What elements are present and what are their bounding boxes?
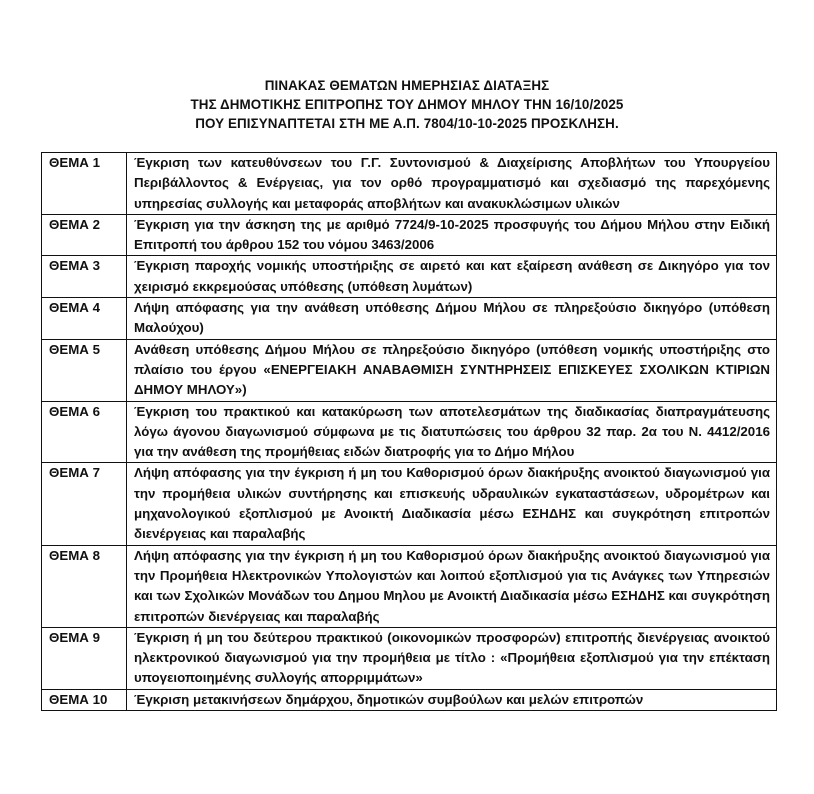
header-title-line-1: ΠΙΝΑΚΑΣ ΘΕΜΑΤΩΝ ΗΜΕΡΗΣΙΑΣ ΔΙΑΤΑΞΗΣ	[264, 78, 550, 93]
topic-label: ΘΕΜΑ 6	[42, 401, 127, 463]
table-row	[42, 298, 777, 340]
topic-text: Έγκριση του πρακτικού και κατακύρωση των αποτελεσμάτων της διαδικασίας διαπραγμάτευσης λόγω άγονου διαγωνισμού σύμφωνα με τις διατυπώσεις του άρθρου 32 παρ. 2α του Ν. 4412/2016 για την ανάθεση της προμήθειας ειδών διατροφής για το Δήμο Μήλου	[127, 401, 777, 463]
table-row	[42, 256, 777, 298]
topic-text: Έγκριση ή μη του δεύτερου πρακτικού (οικονομικών προσφορών) επιτροπής διενέργειας ανοικτού ηλεκτρονικού διαγωνισμού για την προμήθεια με τίτλο : «Προμήθεια εξοπλισμού για την επέκταση υπογειοποιημένης συλλογής απορριμμάτων»	[127, 627, 777, 689]
agenda-topics-table	[41, 152, 777, 711]
topic-label: ΘΕΜΑ 3	[42, 256, 127, 298]
table-row	[42, 401, 777, 463]
topic-label: ΘΕΜΑ 2	[42, 214, 127, 256]
table-row	[42, 214, 777, 256]
topic-label: ΘΕΜΑ 1	[42, 153, 127, 215]
topic-label: ΘΕΜΑ 5	[42, 339, 127, 401]
topic-label: ΘΕΜΑ 8	[42, 545, 127, 627]
topic-label: ΘΕΜΑ 10	[42, 689, 127, 710]
topic-text: Έγκριση παροχής νομικής υποστήριξης σε αιρετό και κατ εξαίρεση ανάθεση σε Δικηγόρο για τον χειρισμό εκκρεμούσας υπόθεσης (υπόθεση λυμάτων)	[127, 256, 777, 298]
topic-text: Λήψη απόφασης για την έγκριση ή μη του Καθορισμού όρων διακήρυξης ανοικτού διαγωνισμού για την προμήθεια υλικών συντήρησης και επισκευής υδραυλικών εγκαταστάσεων, υδρομέτρων και μηχανολογικού εξοπλισμού με Ανοικτή Διαδικασία μέσω ΕΣΗΔΗΣ και συγκρότηση επιτροπών διενέργειας και παραλαβής	[127, 463, 777, 545]
topic-label: ΘΕΜΑ 4	[42, 298, 127, 340]
table-row	[42, 339, 777, 401]
topic-text: Λήψη απόφασης για την ανάθεση υπόθεσης Δήμου Μήλου σε πληρεξούσιο δικηγόρο (υπόθεση Μαλούχου)	[127, 298, 777, 340]
topic-label: ΘΕΜΑ 7	[42, 463, 127, 545]
topic-text: Έγκριση μετακινήσεων δημάρχου, δημοτικών συμβούλων και μελών επιτροπών	[127, 689, 777, 710]
table-row	[42, 153, 777, 215]
table-row	[42, 463, 777, 545]
topic-text: Έγκριση για την άσκηση της με αριθμό 7724/9-10-2025 προσφυγής του Δήμου Μήλου στην Ειδική Επιτροπή του άρθρου 152 του νόμου 3463/2006	[127, 214, 777, 256]
document-header	[0, 76, 814, 133]
topic-label: ΘΕΜΑ 9	[42, 627, 127, 689]
table-row	[42, 545, 777, 627]
topic-text: Ανάθεση υπόθεσης Δήμου Μήλου σε πληρεξούσιο δικηγόρο (υπόθεση νομικής υποστήριξης στο πλαίσιο του έργου «ΕΝΕΡΓΕΙΑΚΗ ΑΝΑΒΑΘΜΙΣΗ ΣΥΝΤΗΡΗΣΕΙΣ ΕΠΙΣΚΕΥΕΣ ΣΧΟΛΙΚΩΝ ΚΤΙΡΙΩΝ ΔΗΜΟΥ ΜΗΛΟΥ»)	[127, 339, 777, 401]
topic-text: Λήψη απόφασης για την έγκριση ή μη του Καθορισμού όρων διακήρυξης ανοικτού διαγωνισμού για την Προμήθεια Ηλεκτρονικών Υπολογιστών και λοιπού εξοπλισμού για τις Ανάγκες των Υπηρεσιών και των Σχολικών Μονάδων του Δημου Μηλου με Ανοικτή Διαδικασία μέσω ΕΣΗΔΗΣ και συγκρότηση επιτροπών διενέργειας και παραλαβής	[127, 545, 777, 627]
header-title-line-2: ΤΗΣ ΔΗΜΟΤΙΚΗΣ ΕΠΙΤΡΟΠΗΣ ΤΟΥ ΔΗΜΟΥ ΜΗΛΟΥ ΤΗΝ 16/10/2025	[190, 97, 624, 112]
table-row	[42, 627, 777, 689]
table-row	[42, 689, 777, 710]
header-title-line-3: ΠΟΥ ΕΠΙΣΥΝΑΠΤΕΤΑΙ ΣΤΗ ΜΕ Α.Π. 7804/10-10-2025 ΠΡΟΣΚΛΗΣΗ.	[195, 116, 619, 131]
topic-text: Έγκριση των κατευθύνσεων του Γ.Γ. Συντονισμού & Διαχείρισης Αποβλήτων του Υπουργείου Περιβάλλοντος & Ενέργειας, για τον ορθό προγραμματισμό και σχεδιασμό της παρεχόμενης υπηρεσίας συλλογής και μεταφοράς αποβλήτων και ανακυκλώσιμων υλικών	[127, 153, 777, 215]
